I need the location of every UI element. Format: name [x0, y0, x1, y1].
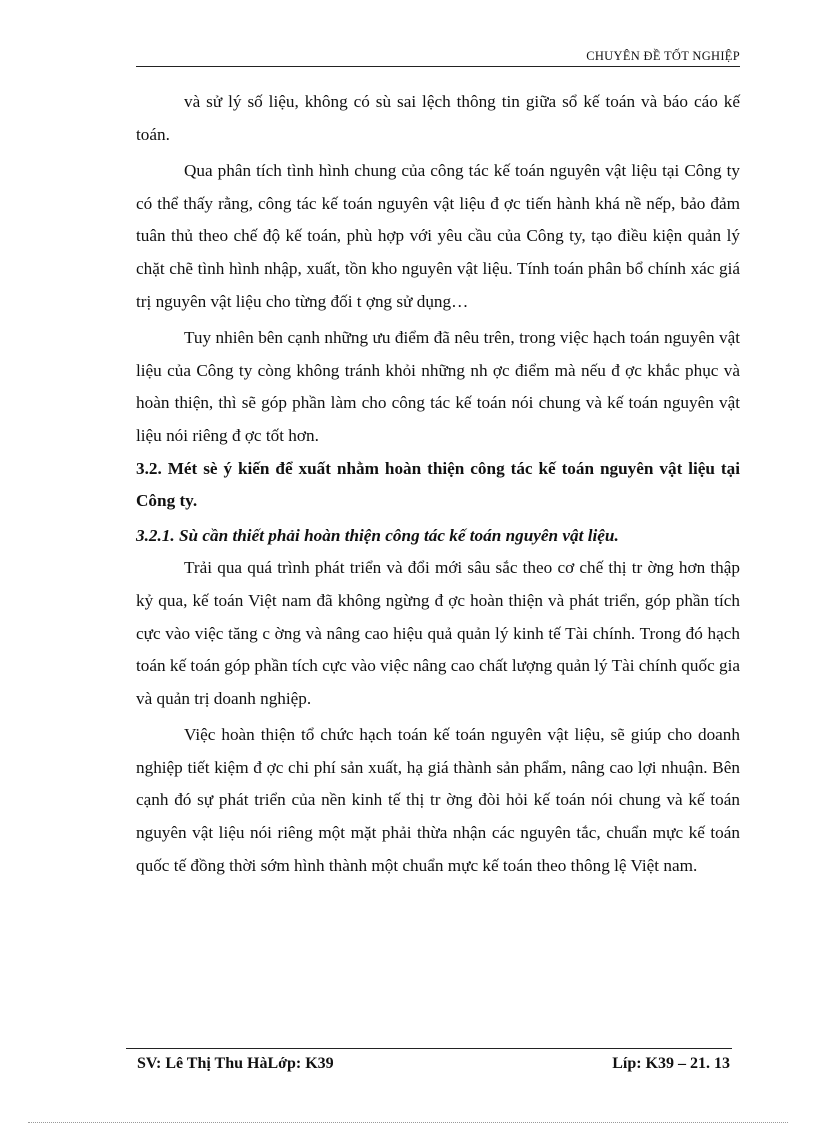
header-rule	[136, 66, 740, 67]
section-heading: 3.2. Mét sè ý kiến để xuất nhằm hoàn thiện công tác kế toán nguyên vật liệu tại Công ty.	[136, 458, 740, 511]
subsection-heading: 3.2.1. Sù cần thiết phải hoàn thiện công tác kế toán nguyên vật liệu.	[136, 525, 619, 545]
paragraph-4: Trải qua quá trình phát triển và đổi mới sâu sắc theo cơ chế thị tr ờng hơn thập kỷ qua, kế toán Việt nam đã không ngừng đ ợc hoàn thiện và phát triển, góp phần tích cực vào việc tăng c ờng và nâng cao hiệu quả quản lý kinh tế Tài chính. Trong đó hạch toán kế toán góp phần tích cực vào việc nâng cao chất lượng quản lý Tài chính quốc gia và quản trị doanh nghiệp.	[136, 558, 740, 708]
footer-rule	[126, 1048, 732, 1049]
paragraph-3: Tuy nhiên bên cạnh những ưu điểm đã nêu trên, trong việc hạch toán nguyên vật liệu của Công ty còng không tránh khỏi những nh ợc điểm mà nếu đ ợc khắc phục và hoàn thiện, thì sẽ góp phần làm cho công tác kế toán nói chung và kế toán nguyên vật liệu nói riêng đ ợc tốt hơn.	[136, 328, 740, 445]
footer-student: SV: Lê Thị Thu HàLớp: K39	[137, 1055, 334, 1072]
paragraph-1: và sử lý số liệu, không có sù sai lệch thông tin giữa sổ kế toán và báo cáo kế toán.	[136, 92, 740, 144]
document-body	[136, 86, 740, 882]
page-header-title: CHUYÊN ĐỀ TỐT NGHIỆP	[586, 49, 740, 63]
paragraph-5: Việc hoàn thiện tổ chức hạch toán kế toán nguyên vật liệu, sẽ giúp cho doanh nghiệp tiết kiệm đ ợc chi phí sản xuất, hạ giá thành sản phẩm, nâng cao lợi nhuận. Bên cạnh đó sự phát triển của nền kinh tế thị tr ờng đòi hỏi kế toán nói chung và kế toán nguyên vật liệu nói riêng một mặt phải thừa nhận các nguyên tắc, chuẩn mực kế toán quốc tế đồng thời sớm hình thành một chuẩn mực kế toán theo thông lệ Việt nam.	[136, 725, 740, 875]
footer-class: Líp: K39 – 21. 13	[612, 1055, 730, 1072]
paragraph-2: Qua phân tích tình hình chung của công tác kế toán nguyên vật liệu tại Công ty có thể thấy rằng, công tác kế toán nguyên vật liệu đ ợc tiến hành khá nề nếp, bảo đảm tuân thủ theo chế độ kế toán, phù hợp với yêu cầu của Công ty, tạo điều kiện quản lý chặt chẽ tình hình nhập, xuất, tồn kho nguyên vật liệu. Tính toán phân bổ chính xác giá trị nguyên vật liệu cho từng đối t ợng sử dụng…	[136, 161, 740, 311]
